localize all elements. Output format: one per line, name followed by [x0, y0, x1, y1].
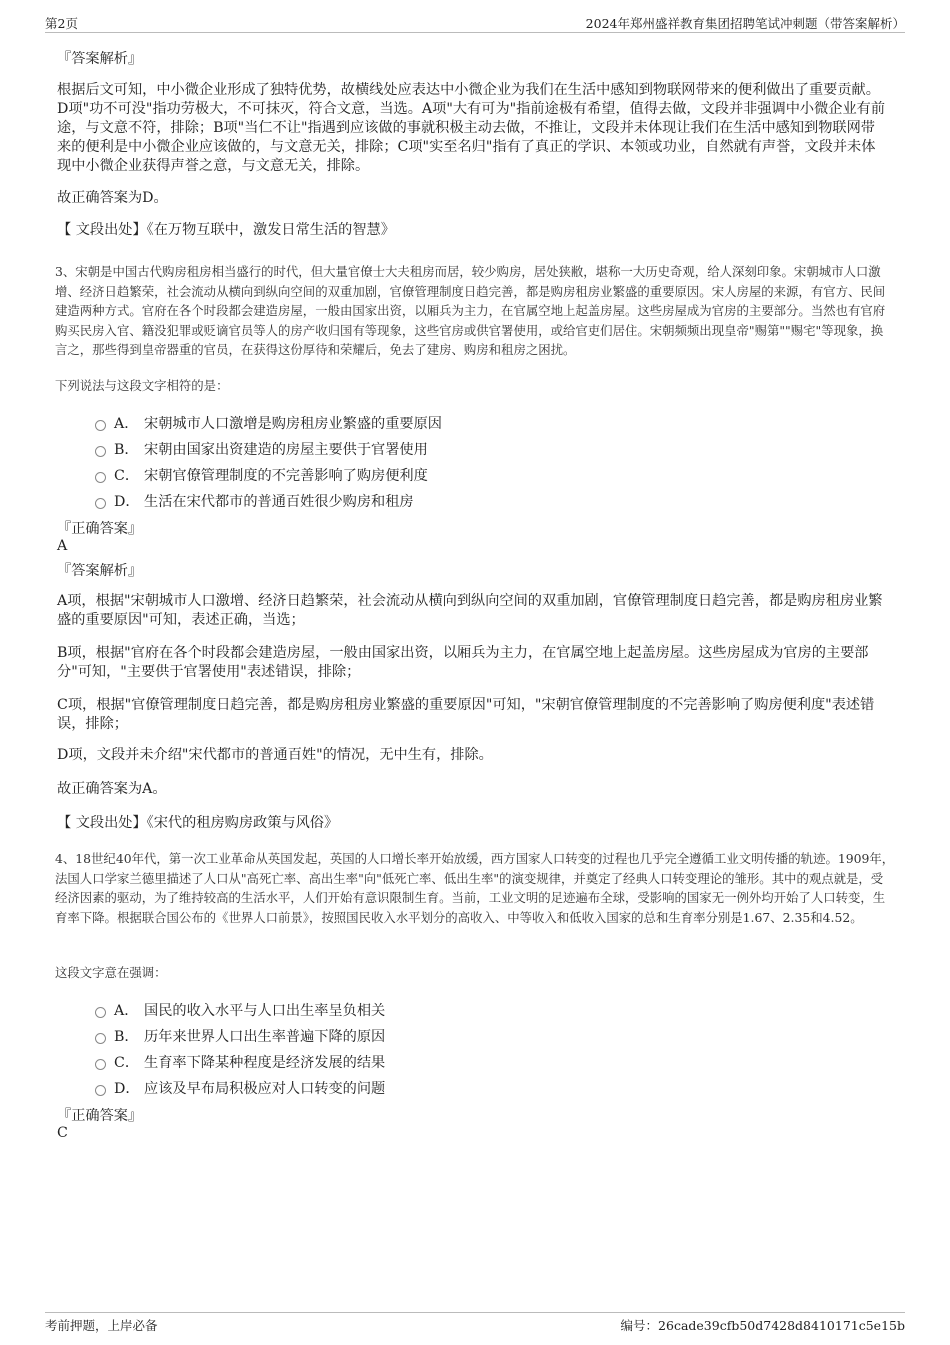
q3-correct-title: 『正确答案』: [57, 521, 143, 537]
q3-option-b[interactable]: B． 宋朝由国家出资建造的房屋主要供于官署使用: [95, 439, 428, 459]
page-header: [45, 12, 905, 33]
q2-source: 【 文段出处】《在万物互联中，激发日常生活的智慧》: [57, 222, 395, 238]
q3-option-c[interactable]: C． 宋朝官僚管理制度的不完善影响了购房便利度: [95, 465, 428, 485]
q3-conclusion: 故正确答案为A。: [57, 781, 167, 797]
q3-option-a[interactable]: A． 宋朝城市人口激增是购房租房业繁盛的重要原因: [95, 413, 442, 433]
footer-code: 编号：26cade39cfb50d7428d8410171c5e15b: [620, 1318, 905, 1333]
q3-analysis-d: D项，文段并未介绍"宋代都市的普通百姓"的情况，无中生有，排除。: [57, 747, 493, 763]
q3-question: 下列说法与这段文字相符的是：: [55, 378, 229, 393]
radio-icon[interactable]: [95, 472, 106, 483]
q4-option-c[interactable]: C． 生育率下降某种程度是经济发展的结果: [95, 1052, 385, 1072]
q4-correct-answer: C: [57, 1125, 68, 1141]
q3-analysis-title: 『答案解析』: [57, 563, 143, 579]
radio-icon[interactable]: [95, 1033, 106, 1044]
q3-analysis-a: A项，根据"宋朝城市人口激增、经济日趋繁荣，社会流动从横向到纵向空间的双重加剧，官僚管理制度日趋完善，都是购房租房业繁盛的重要原因"可知，表述正确，当选；: [57, 593, 883, 628]
q3-source: 【 文段出处】《宋代的租房购房政策与风俗》: [57, 815, 339, 831]
q4-passage: 4、18世纪40年代，第一次工业革命从英国发起，英国的人口增长率开始放缓，西方国家人口转变的过程也几乎完全遵循工业文明传播的轨迹。1909年，法国人口学家兰德里描述了人口从"高死亡率、高出生率"向"低死亡率、低出生率"的演变规律，并奠定了经典人口转变理论的雏形。其中的观点就是，受经济因素的驱动，为了维持较高的生活水平，人们开始有意识限制生育。当前，工业文明的足迹遍布全球，受影响的国家无一例外均开始了人口转变，生育率下降。根据联合国公布的《世界人口前景》，按照国民收入水平划分的高收入、中等收入和低收入国家的总和生育率分别是1.67、2.35和4.52。: [55, 851, 895, 925]
q3-analysis-c: C项，根据"官僚管理制度日趋完善，都是购房租房业繁盛的重要原因"可知，"宋朝官僚管理制度的不完善影响了购房便利度"表述错误，排除；: [57, 697, 875, 732]
q4-option-b[interactable]: B． 历年来世界人口出生率普遍下降的原因: [95, 1026, 385, 1046]
q4-question: 这段文字意在强调：: [55, 965, 167, 980]
page-number: 第2页: [45, 16, 78, 31]
radio-icon[interactable]: [95, 1085, 106, 1096]
radio-icon[interactable]: [95, 498, 106, 509]
q4-option-d[interactable]: D． 应该及早布局积极应对人口转变的问题: [95, 1078, 385, 1098]
q2-analysis-text: 根据后文可知，中小微企业形成了独特优势，故横线处应表达中小微企业为我们在生活中感知到物联网带来的便利做出了重要贡献。D项"功不可没"指功劳极大，不可抹灭，符合文意，当选。A项"大有可为"指前途极有希望，值得去做，文段并非强调中小微企业有前途，与文意不符，排除；B项"当仁不让"指遇到应该做的事就积极主动去做，不推让，文段并未体现让我们在生活中感知到物联网带来的便利是中小微企业应该做的，与文意无关，排除；C项"实至名归"指有了真正的学识、本领或功业，自然就有声誉，文段并未体现中小微企业获得声誉之意，与文意无关，排除。: [57, 82, 886, 174]
q3-correct-answer: A: [57, 538, 68, 554]
q3-option-d[interactable]: D． 生活在宋代都市的普通百姓很少购房和租房: [95, 491, 414, 511]
footer-slogan: 考前押题，上岸必备: [45, 1318, 158, 1333]
page-footer: [45, 1312, 905, 1337]
q2-analysis-title: 『答案解析』: [57, 51, 143, 67]
q3-analysis-b: B项，根据"官府在各个时段都会建造房屋，一般由国家出资，以厢兵为主力，在官属空地上起盖房屋。这些房屋成为官房的主要部分"可知，"主要供于官署使用"表述错误，排除；: [57, 645, 869, 680]
radio-icon[interactable]: [95, 1059, 106, 1070]
q4-option-a[interactable]: A． 国民的收入水平与人口出生率呈负相关: [95, 1000, 385, 1020]
q3-passage: 3、宋朝是中国古代购房租房相当盛行的时代，但大量官僚士大夫租房而居，较少购房，居处狭敝，堪称一大历史奇观，给人深刻印象。宋朝城市人口激增、经济日趋繁荣，社会流动从横向到纵向空间的双重加剧，官僚管理制度日趋完善，都是购房租房业繁盛的重要原因。宋人房屋的来源，有官方、民间建造两种方式。官府在各个时段都会建造房屋，一般由国家出资，以厢兵为主力，在官属空地上起盖房屋。这些房屋成为官房的主要部分。当然也有官府购买民房入官、籍没犯罪或贬谪官员等人的房产收归国有等现象，这些官房或供官署使用，或给官吏们居住。宋朝频频出现皇帝"赐第""赐宅"等现象，换言之，那些得到皇帝器重的官员，在获得这份厚待和荣耀后，免去了建房、购房和租房之困扰。: [55, 264, 886, 357]
q4-correct-title: 『正确答案』: [57, 1108, 143, 1124]
radio-icon[interactable]: [95, 1007, 106, 1018]
q2-conclusion: 故正确答案为D。: [57, 190, 168, 206]
document-title: 2024年郑州盛祥教育集团招聘笔试冲刺题（带答案解析）: [585, 16, 905, 31]
radio-icon[interactable]: [95, 420, 106, 431]
radio-icon[interactable]: [95, 446, 106, 457]
